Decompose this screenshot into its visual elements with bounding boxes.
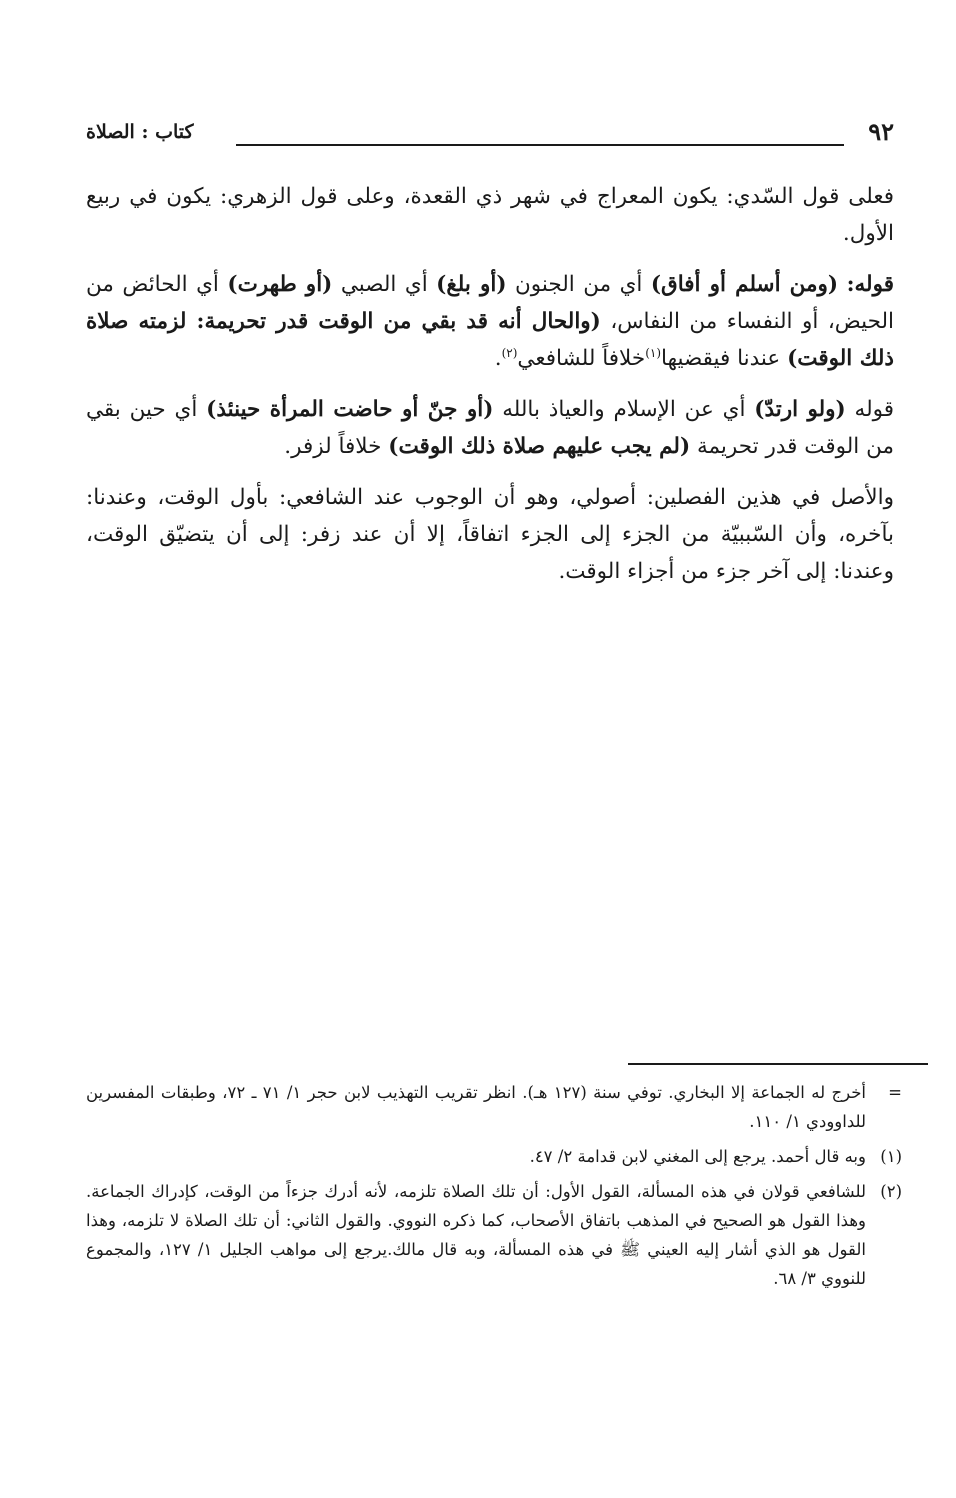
book-title: كتاب : الصلاة [86,121,194,143]
footnote-text: وبه قال أحمد. يرجع إلى المغني لابن قدامة ٢/ ٤٧. [529,1147,866,1166]
footnote-text: أخرج له الجماعة إلا البخاري. توفي سنة (١٢٧ هـ). انظر تقريب التهذيب لابن حجر ١/ ٧١ ـ ٧٢، وطبقات المفسرين للداوودي ١/ ١١٠. [86,1083,866,1131]
paragraph-2 [86,266,894,377]
footnote-ref-1[interactable]: (١) [645,345,662,360]
footnote-text: للشافعي قولان في هذه المسألة، القول الأول: أن تلك الصلاة تلزمه، لأنه أدرك جزءاً من الوقت، كإدراك الجماعة. وهذا القول هو الصحيح في المذهب باتفاق الأصحاب، كما ذكره النووي. والقول الثاني: أن تلك الصلاة لا تلزمه، وهذا القول هو الذي أشار إليه العيني ﷺ في هذه المسألة، وبه قال مالك.يرجع إلى مواهب الجليل ١/ ١٢٧، والمجموع للنووي ٣/ ٦٨. [86,1182,867,1288]
lead-word: قوله [845,397,894,422]
commentary-text: أي حين بقي من الوقت قدر تحريمة [86,397,894,459]
quoted-text: (أو طهرت) [227,272,333,297]
commentary-text: أي الصبي [332,272,437,297]
header-rule [236,144,844,146]
footnote-1 [86,1142,902,1171]
page-number: ٩٢ [868,117,894,146]
main-text [86,178,894,604]
commentary-text: خلافاً لزفر. [284,434,389,459]
commentary-text: خلافاً للشافعي [517,346,646,371]
footnote-continuation [86,1078,902,1136]
quoted-text: (لم يجب عليهم صلاة ذلك الوقت) [388,434,691,459]
quoted-text: (والحال أنه قد بقي من الوقت قدر تحريمة: لزمته صلاة ذلك الوقت) [86,309,894,371]
commentary-text: عندنا فيقضيها [661,346,788,371]
quoted-text: (ولو ارتدّ) [754,397,846,422]
footnote-ref-2[interactable]: (٢) [501,345,518,360]
footnote-mark: (٢) [880,1182,902,1201]
commentary-text: أي من الجنون [506,272,651,297]
quoted-text: (أو جنّ أو حاضت المرأة حينئذ) [206,397,494,422]
footnote-separator [628,1063,928,1065]
lead-word: قوله: [846,272,894,297]
paragraph-3 [86,391,894,465]
footnote-2 [86,1177,902,1293]
commentary-text: أي عن الإسلام والعياذ بالله [493,397,755,422]
commentary-text: . [494,346,502,371]
paragraph-1: فعلى قول السّدي: يكون المعراج في شهر ذي القعدة، وعلى قول الزهري: يكون في ربيع الأول. [86,184,894,246]
paragraph-4: والأصل في هذين الفصلين: أصولي، وهو أن الوجوب عند الشافعي: بأول الوقت، وعندنا: بآخره، وأن السّببيّة من الجزء إلى الجزء اتفاقاً، إلا أن عند زفر: إلى أن يتضيّق الوقت، وعندنا: إلى آخر جزء من أجزاء الوقت. [86,485,894,584]
footnote-mark: = [888,1083,902,1102]
quoted-text: (ومن أسلم أو أفاق) [650,272,839,297]
footnote-mark: (١) [880,1147,902,1166]
commentary-text: أي الحائض من الحيض، أو النفساء من النفاس، [86,272,894,334]
footnotes [86,1078,902,1299]
quoted-text: (أو بلغ) [436,272,507,297]
running-header [86,112,894,152]
